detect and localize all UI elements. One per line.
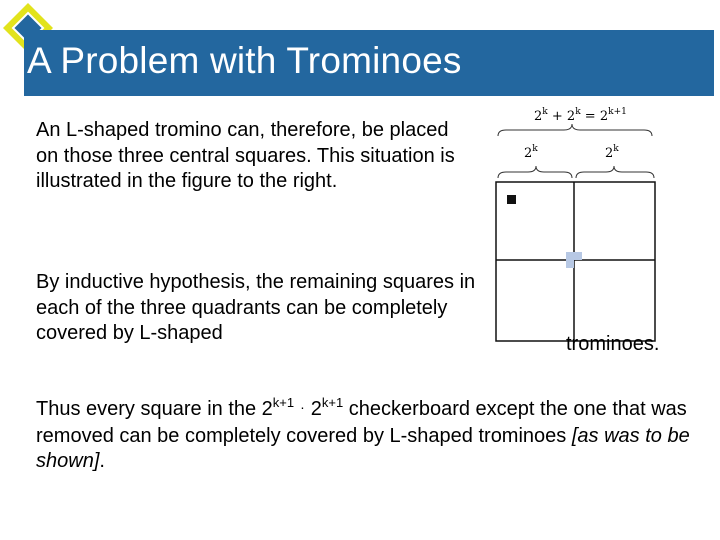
central-tromino [566, 252, 574, 260]
paragraph-conclusion: Thus every square in the $2^{k+1} \cdot 2^{k+1}$ checkerboard except the one that was removed can be completely covered by L-shaped trominoes [as was to be shown]. [36, 395, 690, 472]
slide-title: A Problem with Trominoes [27, 40, 462, 81]
checkerboard-diagram [488, 100, 668, 360]
right-brace [576, 166, 654, 178]
board-outline [496, 182, 655, 341]
paragraph-overflow-text: trominoes. [566, 333, 660, 355]
removed-square [507, 195, 516, 204]
paragraph-tromino-placement: An L-shaped tromino can, therefore, be placed on those three central squares. This situation is illustrated in the figure to the right. [36, 119, 455, 192]
figure-left-quadrant-label: 2$^k$ [524, 144, 538, 161]
paragraph-inductive-hypothesis: By inductive hypothesis, the remaining squares in each of the three quadrants can be completely covered by L-shaped [36, 271, 476, 344]
figure-top-label: $2^k + 2^k = 2^{k+1}$ [534, 107, 627, 124]
checkerboard-figure [488, 100, 668, 360]
left-brace [498, 166, 572, 178]
emphasis-text: [as was to be shown] [36, 424, 690, 472]
top-brace [498, 124, 652, 136]
figure-right-quadrant-label: 2$^k$ [605, 144, 619, 161]
